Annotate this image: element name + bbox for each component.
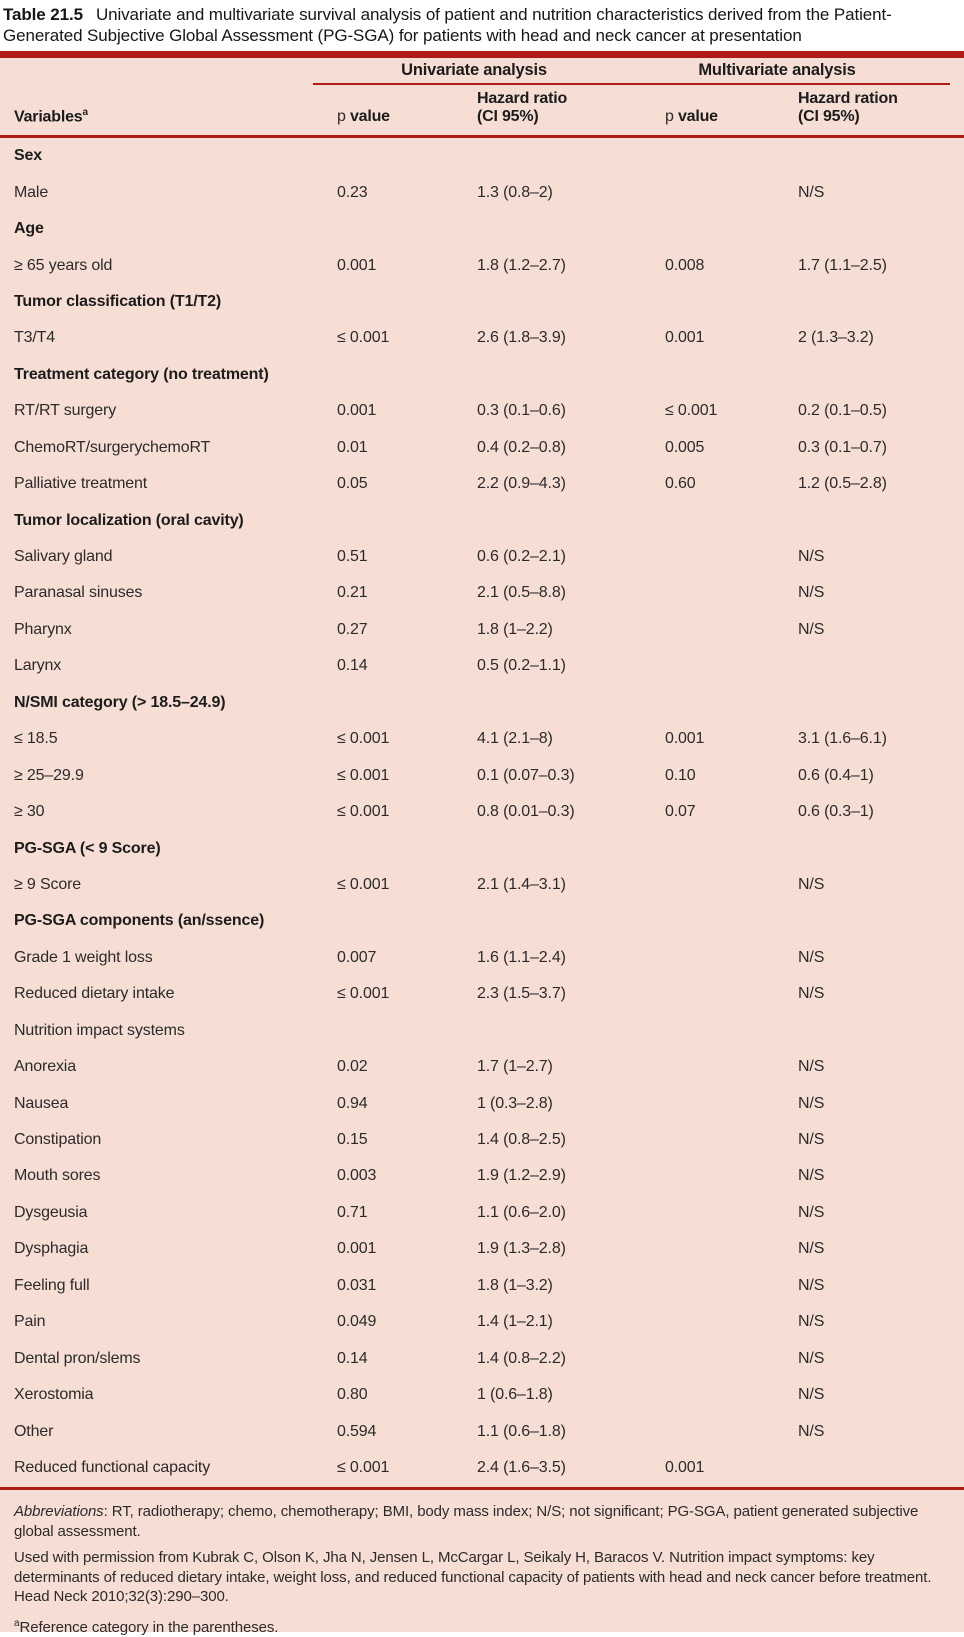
row-hazard-univariate: 1 (0.6–1.8) [477, 1386, 665, 1404]
row-hazard-univariate: 0.8 (0.01–0.3) [477, 803, 665, 821]
table-row [0, 211, 964, 247]
row-hazard-univariate: 2.1 (0.5–8.8) [477, 584, 665, 602]
row-hazard-multivariate: N/S [798, 1204, 964, 1222]
row-hazard-univariate: 2.1 (1.4–3.1) [477, 876, 665, 894]
row-pvalue-multivariate: 0.001 [665, 1459, 798, 1477]
row-pvalue-univariate: ≤ 0.001 [337, 730, 477, 748]
row-hazard-multivariate: N/S [798, 548, 964, 566]
row-pvalue-multivariate: 0.07 [665, 803, 798, 821]
table-row [0, 612, 964, 648]
table-row [0, 794, 964, 830]
row-hazard-univariate: 1.1 (0.6–2.0) [477, 1204, 665, 1222]
row-label: Grade 1 weight loss [14, 949, 337, 967]
row-hazard-multivariate: 1.2 (0.5–2.8) [798, 475, 964, 493]
row-pvalue-univariate: 0.001 [337, 402, 477, 420]
table-row [0, 466, 964, 502]
table-row [0, 685, 964, 721]
row-label: Paranasal sinuses [14, 584, 337, 602]
row-label: Dental pron/slems [14, 1350, 337, 1368]
row-label: ≤ 18.5 [14, 730, 337, 748]
row-hazard-multivariate: 1.7 (1.1–2.5) [798, 257, 964, 275]
row-hazard-univariate: 1.9 (1.2–2.9) [477, 1167, 665, 1185]
table-row [0, 357, 964, 393]
row-pvalue-univariate: 0.003 [337, 1167, 477, 1185]
row-label: ≥ 25–29.9 [14, 767, 337, 785]
table-row [0, 1049, 964, 1085]
row-label: ≥ 9 Score [14, 876, 337, 894]
table-row [0, 502, 964, 538]
table-number: Table 21.5 [3, 5, 83, 24]
row-hazard-univariate: 1.3 (0.8–2) [477, 184, 665, 202]
row-pvalue-multivariate: 0.001 [665, 329, 798, 347]
footnote-abbreviations: Abbreviations: RT, radiotherapy; chemo, chemotherapy; BMI, body mass index; N/S; not significant; PG-SGA, patient generated subjective global assessment. [14, 1502, 948, 1541]
table-row [0, 1122, 964, 1158]
row-pvalue-univariate: 0.05 [337, 475, 477, 493]
row-label: Pain [14, 1313, 337, 1331]
row-hazard-univariate: 1.4 (0.8–2.2) [477, 1350, 665, 1368]
row-hazard-multivariate: N/S [798, 1423, 964, 1441]
variables-footnote-marker: a [82, 107, 87, 118]
abbreviations-label: Abbreviations [14, 1503, 104, 1520]
table-row [0, 1340, 964, 1376]
row-hazard-univariate: 1 (0.3–2.8) [477, 1095, 665, 1113]
row-pvalue-univariate: 0.14 [337, 1350, 477, 1368]
row-label: Reduced dietary intake [14, 985, 337, 1003]
row-pvalue-univariate: 0.51 [337, 548, 477, 566]
row-label: Reduced functional capacity [14, 1459, 337, 1477]
row-pvalue-univariate: 0.007 [337, 949, 477, 967]
row-pvalue-multivariate: 0.005 [665, 439, 798, 457]
row-hazard-univariate: 1.4 (0.8–2.5) [477, 1131, 665, 1149]
row-label: T3/T4 [14, 329, 337, 347]
row-pvalue-univariate: 0.94 [337, 1095, 477, 1113]
table-row [0, 1158, 964, 1194]
column-header-pvalue-univariate: p value [337, 108, 477, 126]
table-row [0, 757, 964, 793]
group-header-underline [313, 83, 950, 85]
row-label: Tumor classification (T1/T2) [14, 293, 337, 311]
table-row [0, 1377, 964, 1413]
table-row [0, 648, 964, 684]
row-label: ≥ 65 years old [14, 257, 337, 275]
table-row [0, 1413, 964, 1449]
row-hazard-univariate: 1.8 (1–2.2) [477, 621, 665, 639]
row-label: ≥ 30 [14, 803, 337, 821]
row-pvalue-multivariate: 0.001 [665, 730, 798, 748]
row-hazard-multivariate: 0.6 (0.4–1) [798, 767, 964, 785]
row-hazard-univariate: 0.1 (0.07–0.3) [477, 767, 665, 785]
table-row [0, 976, 964, 1012]
table-header [0, 58, 964, 138]
table-panel [0, 51, 964, 1632]
table-row [0, 867, 964, 903]
table-row [0, 174, 964, 210]
row-hazard-multivariate: N/S [798, 1277, 964, 1295]
row-label: Mouth sores [14, 1167, 337, 1185]
footnote-reference: $^a$Reference category in the parentheses. [14, 1614, 948, 1637]
column-header-variables: Variables$^a$ [14, 104, 337, 126]
row-hazard-univariate: 0.5 (0.2–1.1) [477, 657, 665, 675]
row-pvalue-univariate: 0.71 [337, 1204, 477, 1222]
table-row [0, 940, 964, 976]
row-pvalue-univariate: ≤ 0.001 [337, 1459, 477, 1477]
row-hazard-univariate: 1.1 (0.6–1.8) [477, 1423, 665, 1441]
table-row [0, 138, 964, 174]
table-row [0, 1450, 964, 1486]
table-row [0, 1013, 964, 1049]
table-caption [0, 0, 964, 51]
row-pvalue-univariate: ≤ 0.001 [337, 876, 477, 894]
reference-marker: a [14, 1618, 19, 1629]
row-pvalue-univariate: ≤ 0.001 [337, 985, 477, 1003]
row-label: Constipation [14, 1131, 337, 1149]
row-hazard-multivariate: N/S [798, 1350, 964, 1368]
row-hazard-multivariate: N/S [798, 985, 964, 1003]
row-hazard-multivariate: N/S [798, 1058, 964, 1076]
row-pvalue-univariate: 0.80 [337, 1386, 477, 1404]
table-row [0, 247, 964, 283]
row-pvalue-multivariate: 0.60 [665, 475, 798, 493]
row-pvalue-univariate: 0.031 [337, 1277, 477, 1295]
caption-text: Univariate and multivariate survival analysis of patient and nutrition characteristics derived from the Patient-Generated Subjective Global Assessment (PG-SGA) for patients with head and neck cancer at presentation [3, 5, 892, 45]
row-hazard-multivariate: 0.6 (0.3–1) [798, 803, 964, 821]
table-row [0, 1304, 964, 1340]
row-hazard-multivariate: N/S [798, 876, 964, 894]
row-label: ChemoRT/surgerychemoRT [14, 439, 337, 457]
row-hazard-univariate: 2.3 (1.5–3.7) [477, 985, 665, 1003]
table-row [0, 903, 964, 939]
row-label: Dysgeusia [14, 1204, 337, 1222]
row-hazard-multivariate: N/S [798, 184, 964, 202]
row-pvalue-univariate: 0.21 [337, 584, 477, 602]
table-row [0, 1231, 964, 1267]
row-hazard-multivariate: N/S [798, 584, 964, 602]
row-hazard-univariate: 1.9 (1.3–2.8) [477, 1240, 665, 1258]
group-header-row [0, 58, 964, 85]
row-hazard-univariate: 1.7 (1–2.7) [477, 1058, 665, 1076]
row-label: Xerostomia [14, 1386, 337, 1404]
row-hazard-multivariate: N/S [798, 621, 964, 639]
table-row [0, 430, 964, 466]
row-label: PG-SGA components (an/ssence) [14, 912, 337, 930]
row-hazard-univariate: 2.4 (1.6–3.5) [477, 1459, 665, 1477]
row-hazard-multivariate: N/S [798, 1131, 964, 1149]
row-label: Feeling full [14, 1277, 337, 1295]
row-pvalue-multivariate: 0.10 [665, 767, 798, 785]
row-pvalue-univariate: ≤ 0.001 [337, 803, 477, 821]
table-row [0, 575, 964, 611]
table-row [0, 1268, 964, 1304]
row-label: Nausea [14, 1095, 337, 1113]
row-pvalue-univariate: 0.049 [337, 1313, 477, 1331]
row-pvalue-multivariate: ≤ 0.001 [665, 402, 798, 420]
row-hazard-univariate: 4.1 (2.1–8) [477, 730, 665, 748]
table-body [0, 138, 964, 1487]
row-hazard-multivariate: N/S [798, 1240, 964, 1258]
row-pvalue-univariate: 0.001 [337, 1240, 477, 1258]
row-hazard-univariate: 1.8 (1–3.2) [477, 1277, 665, 1295]
row-hazard-univariate: 1.8 (1.2–2.7) [477, 257, 665, 275]
row-pvalue-univariate: 0.02 [337, 1058, 477, 1076]
table-row [0, 1085, 964, 1121]
row-label: Anorexia [14, 1058, 337, 1076]
row-hazard-multivariate: N/S [798, 1095, 964, 1113]
column-header-hazard-univariate: Hazard ratio (CI 95%) [477, 90, 665, 126]
row-label: PG-SGA (< 9 Score) [14, 840, 337, 858]
table-row [0, 284, 964, 320]
row-pvalue-univariate: 0.23 [337, 184, 477, 202]
table-row [0, 1195, 964, 1231]
row-hazard-multivariate: 3.1 (1.6–6.1) [798, 730, 964, 748]
row-hazard-multivariate: N/S [798, 1313, 964, 1331]
row-pvalue-univariate: 0.27 [337, 621, 477, 639]
row-label: Larynx [14, 657, 337, 675]
row-hazard-univariate: 2.2 (0.9–4.3) [477, 475, 665, 493]
row-hazard-univariate: 0.3 (0.1–0.6) [477, 402, 665, 420]
row-label: Dysphagia [14, 1240, 337, 1258]
row-label: N/SMI category (> 18.5–24.9) [14, 694, 337, 712]
row-pvalue-multivariate: 0.008 [665, 257, 798, 275]
table-row [0, 320, 964, 356]
row-label: Nutrition impact systems [14, 1022, 337, 1040]
row-label: Tumor localization (oral cavity) [14, 512, 337, 530]
row-pvalue-univariate: ≤ 0.001 [337, 767, 477, 785]
row-label: Other [14, 1423, 337, 1441]
row-hazard-univariate: 1.4 (1–2.1) [477, 1313, 665, 1331]
row-pvalue-univariate: ≤ 0.001 [337, 329, 477, 347]
group-header-univariate: Univariate analysis [354, 61, 594, 80]
footnote-permission: Used with permission from Kubrak C, Olson K, Jha N, Jensen L, McCargar L, Seikaly H, Baracos V. Nutrition impact symptoms: key determinants of reduced dietary intake, weight loss, and reduced functional capacity of patients with head and neck cancer before treatment. Head Neck 2010;32(3):290–300. [14, 1548, 948, 1607]
row-hazard-multivariate: 0.2 (0.1–0.5) [798, 402, 964, 420]
row-pvalue-univariate: 0.01 [337, 439, 477, 457]
row-label: Treatment category (no treatment) [14, 366, 337, 384]
row-pvalue-univariate: 0.594 [337, 1423, 477, 1441]
row-label: RT/RT surgery [14, 402, 337, 420]
column-header-hazard-multivariate: Hazard ration (CI 95%) [798, 90, 964, 126]
table-row [0, 393, 964, 429]
table-row [0, 539, 964, 575]
row-hazard-multivariate: N/S [798, 949, 964, 967]
row-hazard-multivariate: 0.3 (0.1–0.7) [798, 439, 964, 457]
group-header-multivariate: Multivariate analysis [657, 61, 897, 80]
row-hazard-multivariate: N/S [798, 1386, 964, 1404]
table-row [0, 830, 964, 866]
row-label: Pharynx [14, 621, 337, 639]
table-footnotes [0, 1487, 964, 1637]
row-pvalue-univariate: 0.14 [337, 657, 477, 675]
column-header-pvalue-multivariate: p value [665, 108, 798, 126]
row-pvalue-univariate: 0.15 [337, 1131, 477, 1149]
column-header-row [0, 85, 964, 135]
row-pvalue-univariate: 0.001 [337, 257, 477, 275]
row-label: Salivary gland [14, 548, 337, 566]
row-label: Male [14, 184, 337, 202]
table-row [0, 721, 964, 757]
row-hazard-multivariate: 2 (1.3–3.2) [798, 329, 964, 347]
row-label: Palliative treatment [14, 475, 337, 493]
row-label: Sex [14, 147, 337, 165]
row-hazard-univariate: 1.6 (1.1–2.4) [477, 949, 665, 967]
row-hazard-univariate: 0.4 (0.2–0.8) [477, 439, 665, 457]
row-hazard-multivariate: N/S [798, 1167, 964, 1185]
row-hazard-univariate: 0.6 (0.2–2.1) [477, 548, 665, 566]
row-label: Age [14, 220, 337, 238]
row-hazard-univariate: 2.6 (1.8–3.9) [477, 329, 665, 347]
